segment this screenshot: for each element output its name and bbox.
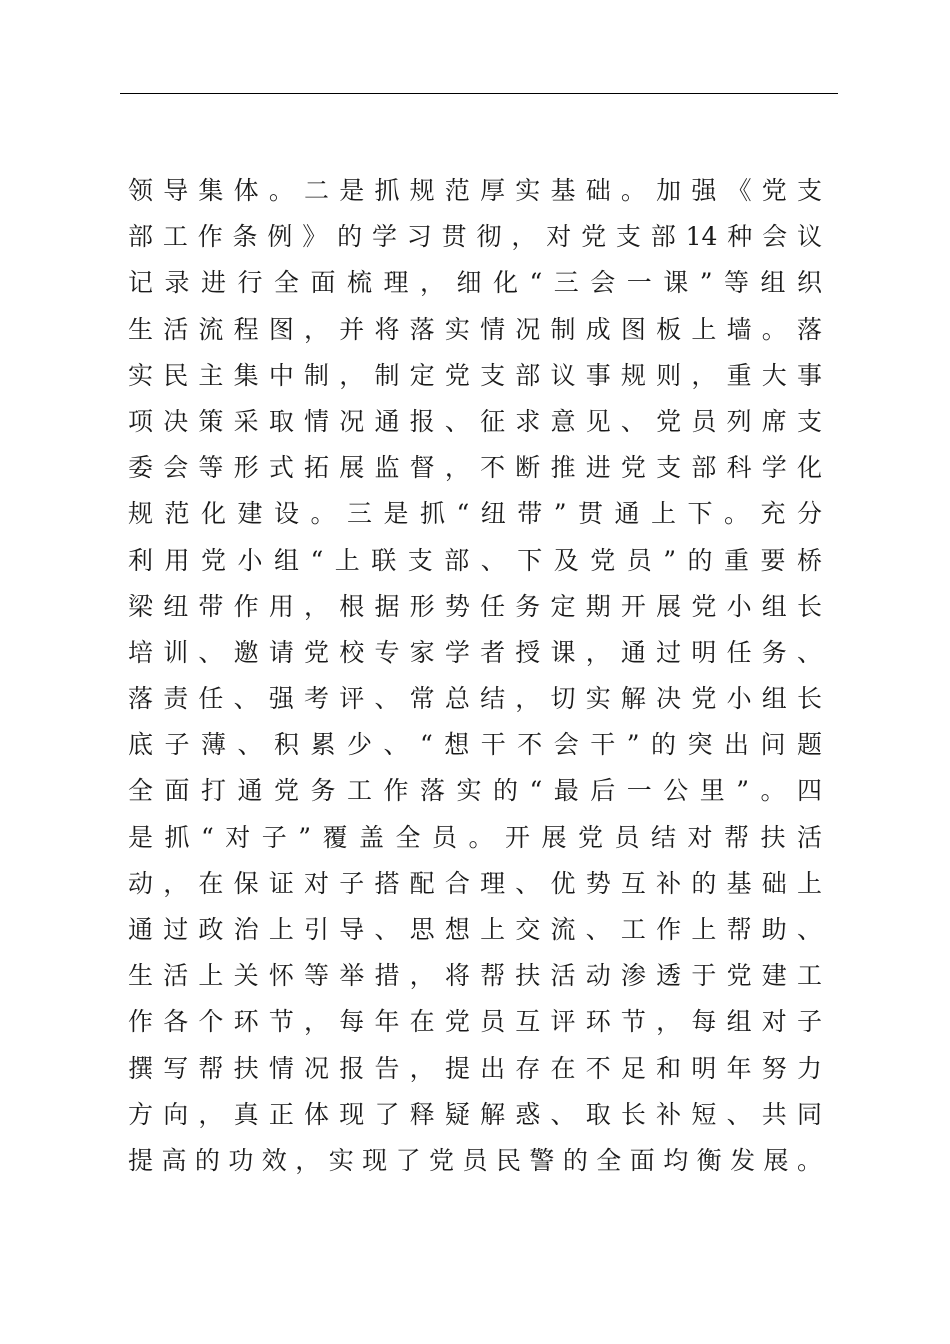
text-line: 全面打通党务工作落实的“最后一公里”。四	[128, 776, 822, 806]
text-line: 底子薄、积累少、“想干不会干”的突出问题	[128, 730, 822, 760]
header-rule	[120, 93, 838, 94]
text-line: 生活流程图，并将落实情况制成图板上墙。落	[128, 314, 822, 344]
text-line: 动，在保证对子搭配合理、优势互补的基础上	[128, 868, 822, 898]
text-line: 是抓“对子”覆盖全员。开展党员结对帮扶活	[128, 822, 822, 852]
body-paragraph	[128, 168, 822, 1184]
text-line: 部工作条例》的学习贯彻，对党支部14种会议	[128, 222, 822, 252]
text-line: 记录进行全面梳理，细化“三会一课”等组织	[128, 268, 822, 298]
text-line: 提高的功效，实现了党员民警的全面均衡发展。	[128, 1145, 822, 1175]
text-line: 撰写帮扶情况报告，提出存在不足和明年努力	[128, 1053, 822, 1083]
text-line: 方向，真正体现了释疑解惑、取长补短、共同	[128, 1099, 822, 1129]
text-line: 生活上关怀等举措，将帮扶活动渗透于党建工	[128, 961, 822, 991]
text-line: 规范化建设。三是抓“纽带”贯通上下。充分	[128, 499, 822, 529]
text-line: 落责任、强考评、常总结，切实解决党小组长	[128, 684, 822, 714]
text-line: 通过政治上引导、思想上交流、工作上帮助、	[128, 915, 822, 944]
text-line: 领导集体。二是抓规范厚实基础。加强《党支	[128, 176, 822, 205]
text-line: 梁纽带作用，根据形势任务定期开展党小组长	[128, 591, 822, 621]
text-line: 培训、邀请党校专家学者授课，通过明任务、	[128, 637, 822, 667]
text-line: 实民主集中制，制定党支部议事规则，重大事	[128, 360, 822, 390]
text-line: 项决策采取情况通报、征求意见、党员列席支	[128, 406, 822, 436]
text-line: 作各个环节，每年在党员互评环节，每组对子	[128, 1007, 822, 1037]
text-line: 委会等形式拓展监督，不断推进党支部科学化	[128, 453, 822, 483]
text-line: 利用党小组“上联支部、下及党员”的重要桥	[128, 545, 822, 575]
